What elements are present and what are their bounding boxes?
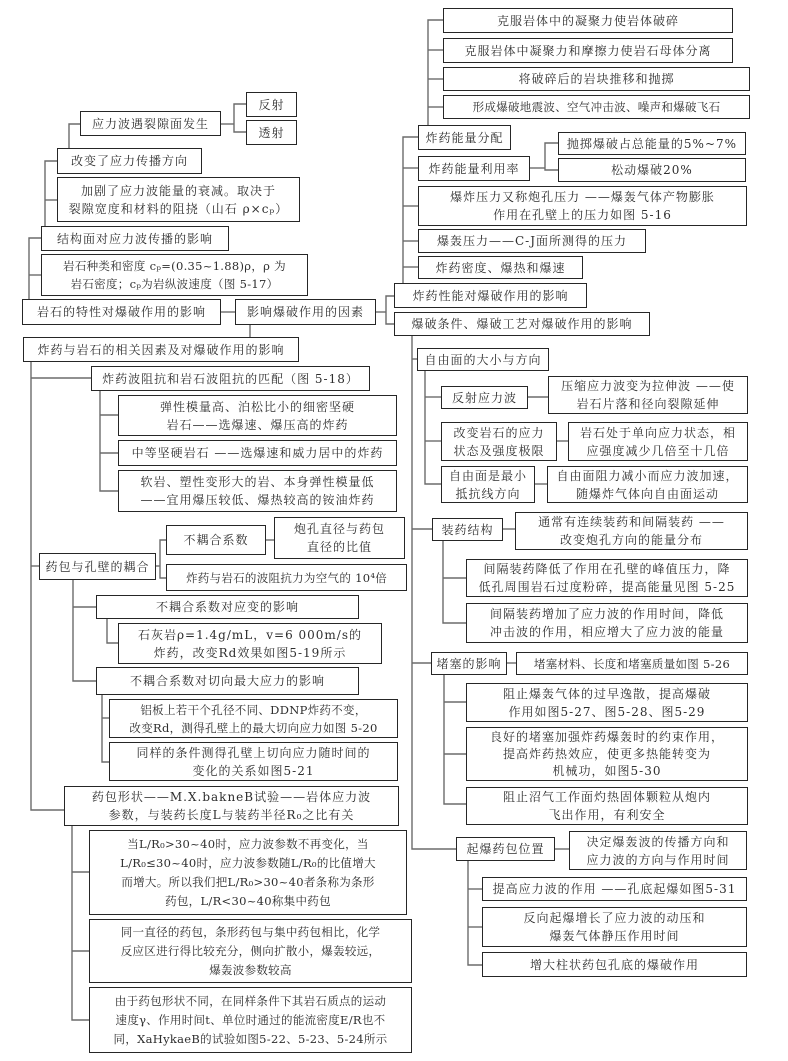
node-energy-distribution: 炸药能量分配 bbox=[418, 125, 511, 150]
node-reflect: 反射 bbox=[246, 92, 297, 117]
node-energy-item-2: 克服岩体中凝聚力和摩擦力使岩石母体分离 bbox=[443, 38, 733, 63]
node-charge-structure: 装药结构 bbox=[432, 518, 503, 541]
connector-line bbox=[107, 619, 118, 643]
connector-line bbox=[444, 675, 466, 804]
node-energy-item-1: 克服岩体中的凝聚力使岩体破碎 bbox=[443, 8, 733, 33]
node-charge-shape: 药包形状——M.X.bakneB试验——岩体应力波 参数，与装药长度L与装药半径R₀之比有关 bbox=[64, 786, 399, 826]
node-charge-structure-detail: 通常有连续装药和间隔装药 —— 改变炮孔方向的能量分布 bbox=[515, 512, 748, 550]
node-impedance-ratio: 炸药与岩石的波阻抗力为空气的 10⁴倍 bbox=[166, 564, 407, 591]
connector-line bbox=[73, 580, 96, 681]
node-stress-state: 改变岩石的应力 状态及强度极限 bbox=[441, 422, 557, 461]
node-tangential-item-2: 同样的条件测得孔壁上切向应力随时间的 变化的关系如图5-21 bbox=[109, 742, 398, 781]
node-loose-blasting: 松动爆破20% bbox=[558, 158, 746, 182]
node-transmit: 透射 bbox=[246, 120, 297, 145]
connector-line bbox=[69, 124, 80, 148]
node-explosion-pressure: 爆炸压力又称炮孔压力 ——爆轰气体产物膨胀 作用在孔壁上的压力如图 5-16 bbox=[418, 186, 747, 226]
node-decoupling-strain: 不耦合系数对应变的影响 bbox=[96, 595, 359, 619]
node-decoupling-tangential: 不耦合系数对切向最大应力的影响 bbox=[96, 667, 359, 695]
node-impedance-item-1: 弹性模量高、泊松比小的细密坚硬 岩石——选爆速、爆压高的炸药 bbox=[118, 395, 397, 436]
connector-line bbox=[29, 238, 41, 299]
node-deck-charge-2: 间隔装药增加了应力波的作用时间，降低 冲击波的作用，相应增大了应力波的能量 bbox=[466, 603, 748, 643]
connector-line bbox=[545, 143, 558, 170]
node-reflected-wave-detail: 压缩应力波变为拉伸波 ——使 岩石片落和径向裂隙延伸 bbox=[548, 376, 748, 414]
node-min-burden-detail: 自由面阻力减小而应力波加速， 随爆炸气体向自由面运动 bbox=[547, 466, 748, 503]
node-impedance-match: 炸药波阻抗和岩石波阻抗的匹配（图 5-18） bbox=[91, 366, 370, 391]
node-primer-item-1: 提高应力波的作用 ——孔底起爆如图5-31 bbox=[482, 877, 747, 901]
node-impedance-item-3: 软岩、塑性变形大的岩、本身弹性模量低 ——宜用爆压较低、爆热较高的铵油炸药 bbox=[118, 470, 397, 512]
node-charge-coupling: 药包与孔壁的耦合 bbox=[39, 553, 156, 580]
node-energy-item-3: 将破碎后的岩块推移和抛掷 bbox=[443, 67, 750, 91]
node-explosive-rock: 炸药与岩石的相关因素及对爆破作用的影响 bbox=[23, 337, 299, 362]
node-energy-item-4: 形成爆破地震波、空气冲击波、噪声和爆破飞石 bbox=[443, 95, 750, 119]
node-attenuation: 加剧了应力波能量的衰减。取决于 裂隙宽度和材料的阻挠（山石 ρ×cₚ） bbox=[57, 177, 300, 222]
node-primer-position-detail: 决定爆轰波的传播方向和 应力波的方向与作用时间 bbox=[569, 831, 747, 870]
node-rock-type-density: 岩石种类和密度 cₚ=(0.35~1.88)ρ，ρ 为 岩石密度；cₚ为岩纵波速度（图 5-17） bbox=[41, 254, 308, 296]
connector-line bbox=[403, 137, 418, 283]
node-change-direction: 改变了应力传播方向 bbox=[57, 148, 202, 174]
node-decoupling-coefficient: 不耦合系数 bbox=[166, 525, 266, 555]
node-min-burden: 自由面是最小 抵抗线方向 bbox=[441, 466, 535, 503]
node-explosive-performance: 炸药性能对爆破作用的影响 bbox=[394, 283, 587, 308]
node-primer-position: 起爆药包位置 bbox=[456, 837, 555, 861]
connector-line bbox=[100, 391, 118, 491]
node-stemming-detail: 堵塞材料、长度和堵塞质量如图 5-26 bbox=[516, 652, 748, 675]
node-rock-properties: 岩石的特性对爆破作用的影响 bbox=[22, 299, 221, 325]
node-tangential-item-1: 铝板上若干个孔径不同、DDNP炸药不变， 改变Rd，测得孔壁上的最大切向应力如图 5-20 bbox=[109, 699, 398, 738]
connector-line bbox=[428, 20, 443, 125]
node-explosive-density: 炸药密度、爆热和爆速 bbox=[418, 256, 583, 279]
node-primer-item-3: 增大柱状药包孔底的爆破作用 bbox=[482, 952, 747, 977]
node-throw-blasting: 抛掷爆破占总能量的5%~7% bbox=[558, 132, 746, 155]
node-stemming-item-3: 阻止沼气工作面灼热固体颗粒从炮内 飞出作用，有利安全 bbox=[466, 787, 748, 825]
connector-line bbox=[412, 336, 456, 849]
node-decoupling-definition: 炮孔直径与药包 直径的比值 bbox=[274, 517, 405, 559]
connector-line bbox=[31, 362, 64, 810]
node-shape-item-1: 当L/R₀>30~40时，应力波参数不再变化，当 L/R₀≤30~40时，应力波参数随L/R₀的比值增大 而增大。所以我们把L/R₀>30~40者条称为条形 药包，L/R<30~40称集中药包 bbox=[89, 830, 407, 915]
node-free-face: 自由面的大小与方向 bbox=[417, 348, 549, 371]
node-root-factors: 影响爆破作用的因素 bbox=[235, 299, 376, 325]
connector-line bbox=[72, 826, 89, 1020]
connector-line bbox=[425, 371, 441, 484]
node-blasting-conditions: 爆破条件、爆破工艺对爆破作用的影响 bbox=[394, 312, 650, 336]
node-stemming-item-2: 良好的堵塞加强炸药爆轰时的约束作用， 提高炸药热效应，使更多热能转变为 机械功，如图5-30 bbox=[466, 727, 748, 781]
node-primer-item-2: 反向起爆增长了应力波的动压和 爆轰气体静压作用时间 bbox=[482, 907, 747, 947]
node-shape-item-2: 同一直径的药包，条形药包与集中药包相比，化学 反应区进行得比较充分，侧向扩散小，爆轰较远， 爆轰波参数较高 bbox=[89, 919, 412, 983]
node-detonation-pressure: 爆轰压力——C-J面所测得的压力 bbox=[418, 229, 646, 253]
node-shape-item-3: 由于药包形状不同，在同样条件下其岩石质点的运动 速度γ、作用时间t、单位时通过的能流密度E/R也不 同，XaHykaeB的试验如图5-22、5-23、5-24所示 bbox=[89, 987, 412, 1053]
node-structural-plane: 结构面对应力波传播的影响 bbox=[41, 226, 229, 251]
node-stress-state-detail: 岩石处于单向应力状态，相 应强度减少几倍至十几倍 bbox=[568, 422, 748, 461]
connector-line bbox=[102, 695, 109, 762]
connector-line bbox=[468, 861, 482, 965]
node-stemming-item-1: 阻止爆轰气体的过早逸散，提高爆破 作用如图5-27、图5-28、图5-29 bbox=[466, 683, 748, 722]
node-stemming: 堵塞的影响 bbox=[431, 652, 507, 675]
connector-line bbox=[45, 161, 57, 226]
node-crack-encounter: 应力波遇裂隙面发生 bbox=[80, 111, 221, 136]
node-limestone-test: 石灰岩ρ=1.4g/mL，v=6 000m/s的 炸药，改变Rd效果如图5-19所示 bbox=[118, 623, 382, 664]
node-energy-utilization: 炸药能量利用率 bbox=[418, 156, 530, 181]
connector-line bbox=[443, 541, 466, 623]
node-deck-charge-1: 间隔装药降低了作用在孔壁的峰值压力，降 低孔周围岩石过度粉碎，提高能量见图 5-25 bbox=[466, 559, 748, 597]
node-reflected-wave: 反射应力波 bbox=[441, 386, 528, 409]
connector-line bbox=[234, 104, 246, 132]
node-impedance-item-2: 中等坚硬岩石 ——选爆速和威力居中的炸药 bbox=[118, 440, 397, 466]
connector-line bbox=[386, 296, 394, 324]
